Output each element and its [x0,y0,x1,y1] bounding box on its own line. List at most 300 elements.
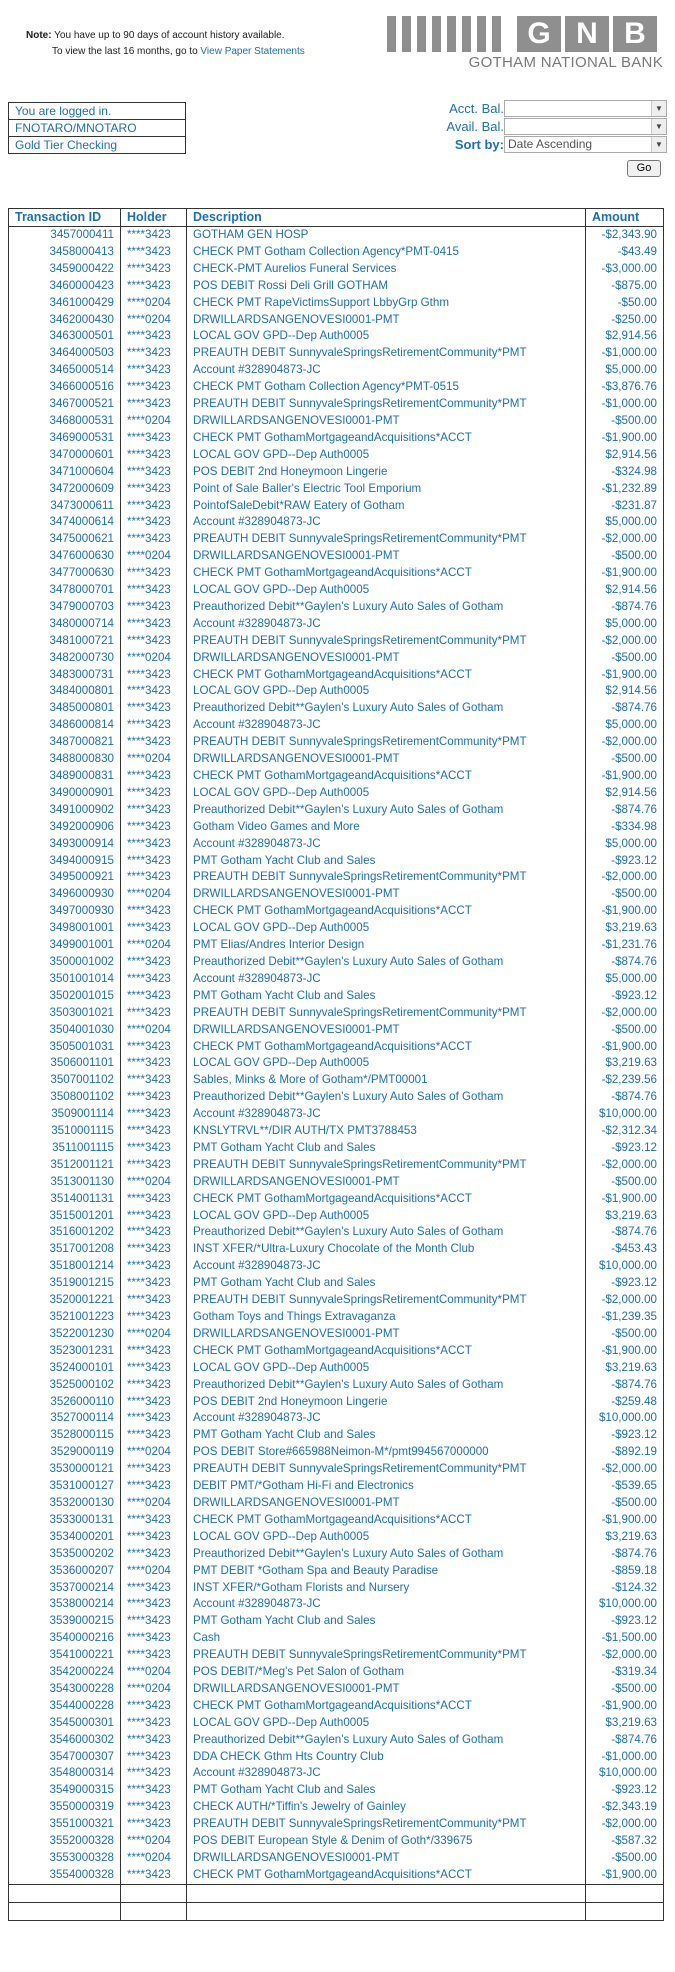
logo-letter: G [517,16,561,52]
amount-cell: -$500.00 [586,1495,664,1512]
amount-cell: -$1,900.00 [586,1867,664,1884]
transaction-id-cell: 3533000131 [9,1512,121,1529]
transaction-id-cell: 3503001021 [9,1005,121,1022]
holder-cell: ****3423 [121,1596,187,1613]
amount-cell: -$874.76 [586,1546,664,1563]
holder-cell: ****3423 [121,717,187,734]
account-controls [430,100,664,154]
holder-cell: ****0204 [121,312,187,329]
amount-cell: -$3,876.76 [586,379,664,396]
description-cell: DRWILLARDSANGENOVESI0001-PMT [187,1681,586,1698]
amount-cell: -$324.98 [586,464,664,481]
logo-bar [432,16,441,52]
table-row [9,988,664,1005]
amount-cell: -$500.00 [586,413,664,430]
description-cell: LOCAL GOV GPD--Dep Auth0005 [187,1715,586,1732]
amount-cell: -$1,900.00 [586,1343,664,1360]
table-row [9,1782,664,1799]
transaction-id-cell: 3509001114 [9,1106,121,1123]
view-paper-statements-link[interactable]: View Paper Statements [200,46,305,57]
amount-cell: -$1,900.00 [586,565,664,582]
table-row [9,312,664,329]
holder-cell: ****0204 [121,1681,187,1698]
chevron-down-icon: ▼ [651,137,666,152]
transaction-id-cell: 3495000921 [9,869,121,886]
transaction-id-cell: 3552000328 [9,1833,121,1850]
holder-cell: ****3423 [121,1072,187,1089]
note-line1: You have up to 90 days of account history available. [54,30,285,41]
blank-cell [9,1902,121,1920]
holder-cell: ****3423 [121,1799,187,1816]
description-cell: Account #328904873-JC [187,514,586,531]
description-cell: DRWILLARDSANGENOVESI0001-PMT [187,751,586,768]
holder-cell: ****3423 [121,683,187,700]
description-cell: CHECK PMT Gotham Collection Agency*PMT-0515 [187,379,586,396]
description-cell: CHECK-PMT Aurelios Funeral Services [187,261,586,278]
description-cell: PMT Gotham Yacht Club and Sales [187,1782,586,1799]
table-row [9,227,664,244]
amount-cell: $3,219.63 [586,1715,664,1732]
description-cell: Account #328904873-JC [187,1596,586,1613]
description-cell: Sables, Minks & More of Gotham*/PMT00001 [187,1072,586,1089]
table-row [9,1495,664,1512]
holder-cell: ****3423 [121,1461,187,1478]
description-cell: LOCAL GOV GPD--Dep Auth0005 [187,920,586,937]
amount-cell: -$2,000.00 [586,1005,664,1022]
amount-cell: -$2,000.00 [586,1816,664,1833]
transaction-id-cell: 3471000604 [9,464,121,481]
holder-cell: ****3423 [121,616,187,633]
description-cell: Preauthorized Debit**Gaylen's Luxury Auto Sales of Gotham [187,1089,586,1106]
amount-cell: $3,219.63 [586,1529,664,1546]
description-cell: PMT DEBIT *Gotham Spa and Beauty Paradise [187,1563,586,1580]
transaction-id-cell: 3487000821 [9,734,121,751]
transaction-id-cell: 3510001115 [9,1123,121,1140]
transaction-id-cell: 3462000430 [9,312,121,329]
holder-cell: ****3423 [121,819,187,836]
amount-cell: -$874.76 [586,700,664,717]
table-row [9,1309,664,1326]
description-cell: LOCAL GOV GPD--Dep Auth0005 [187,1055,586,1072]
holder-cell: ****3423 [121,1410,187,1427]
table-row [9,734,664,751]
login-user: FNOTARO/MNOTARO [9,120,185,137]
table-row [9,1715,664,1732]
description-cell: PREAUTH DEBIT SunnyvaleSpringsRetirementCommunity*PMT [187,633,586,650]
table-row [9,1799,664,1816]
amount-cell: -$874.76 [586,1089,664,1106]
col-description[interactable]: Description [187,209,586,227]
transaction-id-cell: 3519001215 [9,1275,121,1292]
amount-cell: $3,219.63 [586,920,664,937]
transaction-id-cell: 3516001202 [9,1224,121,1241]
holder-cell: ****3423 [121,1089,187,1106]
holder-cell: ****3423 [121,1427,187,1444]
holder-cell: ****3423 [121,667,187,684]
description-cell: Gotham Toys and Things Extravaganza [187,1309,586,1326]
amount-cell: -$500.00 [586,650,664,667]
table-row [9,1580,664,1597]
transaction-id-cell: 3528000115 [9,1427,121,1444]
holder-cell: ****3423 [121,903,187,920]
holder-cell: ****3423 [121,1698,187,1715]
transaction-id-cell: 3529000119 [9,1444,121,1461]
table-row [9,514,664,531]
chevron-down-icon: ▼ [651,119,666,134]
amount-cell: $2,914.56 [586,683,664,700]
amount-cell: -$1,500.00 [586,1630,664,1647]
transactions-body [9,227,664,1921]
table-row [9,582,664,599]
holder-cell: ****3423 [121,768,187,785]
acct-bal-select[interactable] [504,100,667,117]
holder-cell: ****0204 [121,886,187,903]
table-row [9,498,664,515]
amount-cell: -$3,000.00 [586,261,664,278]
transaction-id-cell: 3501001014 [9,971,121,988]
description-cell: LOCAL GOV GPD--Dep Auth0005 [187,1360,586,1377]
table-row [9,853,664,870]
description-cell: INST XFER/*Gotham Florists and Nursery [187,1580,586,1597]
amount-cell: -$1,900.00 [586,1039,664,1056]
amount-cell: -$500.00 [586,751,664,768]
transaction-id-cell: 3500001002 [9,954,121,971]
holder-cell: ****3423 [121,531,187,548]
transaction-id-cell: 3518001214 [9,1258,121,1275]
blank-cell [586,1884,664,1902]
amount-cell: -$259.48 [586,1394,664,1411]
description-cell: Account #328904873-JC [187,1258,586,1275]
transaction-id-cell: 3523001231 [9,1343,121,1360]
amount-cell: -$923.12 [586,1427,664,1444]
transaction-id-cell: 3511001115 [9,1140,121,1157]
holder-cell: ****3423 [121,1258,187,1275]
acct-bal-label: Acct. Bal. [449,101,504,116]
table-row [9,920,664,937]
transaction-id-cell: 3460000423 [9,278,121,295]
amount-cell: -$1,900.00 [586,430,664,447]
table-row [9,1867,664,1884]
holder-cell: ****3423 [121,1580,187,1597]
transaction-id-cell: 3488000830 [9,751,121,768]
table-row [9,244,664,261]
transaction-id-cell: 3458000413 [9,244,121,261]
holder-cell: ****3423 [121,379,187,396]
holder-cell: ****0204 [121,937,187,954]
transaction-id-cell: 3502001015 [9,988,121,1005]
holder-cell: ****3423 [121,853,187,870]
transaction-id-cell: 3530000121 [9,1461,121,1478]
description-cell: Preauthorized Debit**Gaylen's Luxury Auto Sales of Gotham [187,599,586,616]
logo-bar [402,16,411,52]
transaction-id-cell: 3478000701 [9,582,121,599]
description-cell: PREAUTH DEBIT SunnyvaleSpringsRetirementCommunity*PMT [187,1647,586,1664]
blank-cell [586,1902,664,1920]
holder-cell: ****0204 [121,1326,187,1343]
table-row [9,836,664,853]
holder-cell: ****3423 [121,430,187,447]
description-cell: LOCAL GOV GPD--Dep Auth0005 [187,328,586,345]
holder-cell: ****3423 [121,785,187,802]
table-row [9,954,664,971]
amount-cell: -$500.00 [586,1326,664,1343]
description-cell: CHECK PMT GothamMortgageandAcquisitions*ACCT [187,1867,586,1884]
amount-cell: -$2,000.00 [586,734,664,751]
table-row [9,413,664,430]
holder-cell: ****3423 [121,954,187,971]
description-cell: PREAUTH DEBIT SunnyvaleSpringsRetirementCommunity*PMT [187,734,586,751]
amount-cell: $10,000.00 [586,1106,664,1123]
table-row [9,768,664,785]
transaction-id-cell: 3535000202 [9,1546,121,1563]
amount-cell: -$2,239.56 [586,1072,664,1089]
table-row [9,1089,664,1106]
blank-row [9,1884,664,1902]
description-cell: DRWILLARDSANGENOVESI0001-PMT [187,1326,586,1343]
col-holder[interactable]: Holder [121,209,187,227]
table-row [9,1022,664,1039]
amount-cell: $5,000.00 [586,362,664,379]
transaction-id-cell: 3553000328 [9,1850,121,1867]
amount-cell: -$250.00 [586,312,664,329]
table-row [9,1140,664,1157]
transaction-id-cell: 3486000814 [9,717,121,734]
holder-cell: ****3423 [121,1123,187,1140]
transaction-id-cell: 3537000214 [9,1580,121,1597]
transaction-id-cell: 3479000703 [9,599,121,616]
holder-cell: ****3423 [121,1224,187,1241]
table-row [9,295,664,312]
holder-cell: ****3423 [121,1867,187,1884]
note-label: Note: [26,30,52,41]
amount-cell: -$124.32 [586,1580,664,1597]
holder-cell: ****3423 [121,1039,187,1056]
table-row [9,616,664,633]
table-row [9,1461,664,1478]
amount-cell: $2,914.56 [586,785,664,802]
table-row [9,1377,664,1394]
transaction-id-cell: 3494000915 [9,853,121,870]
description-cell: LOCAL GOV GPD--Dep Auth0005 [187,582,586,599]
description-cell: CHECK PMT GothamMortgageandAcquisitions*ACCT [187,903,586,920]
description-cell: PREAUTH DEBIT SunnyvaleSpringsRetirementCommunity*PMT [187,396,586,413]
holder-cell: ****3423 [121,1309,187,1326]
logo-bar [462,16,471,52]
holder-cell: ****3423 [121,1343,187,1360]
table-row [9,1681,664,1698]
amount-cell: $2,914.56 [586,582,664,599]
holder-cell: ****3423 [121,1394,187,1411]
amount-cell: -$923.12 [586,1140,664,1157]
holder-cell: ****3423 [121,1546,187,1563]
table-row [9,1478,664,1495]
description-cell: POS DEBIT Store#665988Neimon-M*/pmt994567000000 [187,1444,586,1461]
amount-cell: -$2,343.90 [586,227,664,244]
transaction-id-cell: 3489000831 [9,768,121,785]
table-row [9,1698,664,1715]
amount-cell: -$43.49 [586,244,664,261]
description-cell: Preauthorized Debit**Gaylen's Luxury Auto Sales of Gotham [187,1377,586,1394]
description-cell: Account #328904873-JC [187,362,586,379]
table-row [9,1208,664,1225]
transaction-id-cell: 3491000902 [9,802,121,819]
logo-bar [447,16,456,52]
holder-cell: ****0204 [121,1563,187,1580]
table-row [9,1765,664,1782]
go-button[interactable]: Go [627,160,661,177]
sort-by-select[interactable] [504,136,667,153]
amount-cell: -$2,000.00 [586,869,664,886]
description-cell: POS DEBIT 2nd Honeymoon Lingerie [187,464,586,481]
transaction-id-cell: 3522001230 [9,1326,121,1343]
holder-cell: ****3423 [121,244,187,261]
table-row [9,1613,664,1630]
holder-cell: ****3423 [121,362,187,379]
holder-cell: ****3423 [121,1816,187,1833]
holder-cell: ****3423 [121,971,187,988]
amount-cell: -$319.34 [586,1664,664,1681]
description-cell: PREAUTH DEBIT SunnyvaleSpringsRetirementCommunity*PMT [187,1461,586,1478]
avail-bal-select[interactable] [504,118,667,135]
transaction-id-cell: 3527000114 [9,1410,121,1427]
amount-cell: -$923.12 [586,988,664,1005]
description-cell: Account #328904873-JC [187,836,586,853]
table-row [9,1343,664,1360]
description-cell: LOCAL GOV GPD--Dep Auth0005 [187,785,586,802]
table-row [9,1072,664,1089]
table-row [9,971,664,988]
description-cell: LOCAL GOV GPD--Dep Auth0005 [187,683,586,700]
amount-cell: $5,000.00 [586,514,664,531]
holder-cell: ****0204 [121,1495,187,1512]
description-cell: Preauthorized Debit**Gaylen's Luxury Auto Sales of Gotham [187,954,586,971]
holder-cell: ****3423 [121,1140,187,1157]
table-row [9,548,664,565]
transaction-id-cell: 3498001001 [9,920,121,937]
description-cell: DRWILLARDSANGENOVESI0001-PMT [187,650,586,667]
holder-cell: ****0204 [121,1664,187,1681]
table-row [9,717,664,734]
amount-cell: -$859.18 [586,1563,664,1580]
table-row [9,1749,664,1766]
logo-letter: N [565,16,609,52]
holder-cell: ****0204 [121,650,187,667]
table-row [9,531,664,548]
table-row [9,1360,664,1377]
transaction-id-cell: 3504001030 [9,1022,121,1039]
holder-cell: ****3423 [121,481,187,498]
transaction-id-cell: 3457000411 [9,227,121,244]
table-row [9,1427,664,1444]
description-cell: DEBIT PMT/*Gotham Hi-Fi and Electronics [187,1478,586,1495]
table-row [9,1005,664,1022]
holder-cell: ****3423 [121,1157,187,1174]
table-row [9,1394,664,1411]
holder-cell: ****3423 [121,498,187,515]
table-row [9,1224,664,1241]
holder-cell: ****0204 [121,751,187,768]
description-cell: Account #328904873-JC [187,717,586,734]
login-account: Gold Tier Checking [15,138,118,152]
table-row [9,1174,664,1191]
amount-cell: -$874.76 [586,802,664,819]
amount-cell: $10,000.00 [586,1410,664,1427]
holder-cell: ****3423 [121,1529,187,1546]
transaction-id-cell: 3536000207 [9,1563,121,1580]
holder-cell: ****3423 [121,582,187,599]
table-row [9,1664,664,1681]
description-cell: PREAUTH DEBIT SunnyvaleSpringsRetirementCommunity*PMT [187,869,586,886]
amount-cell: -$874.76 [586,954,664,971]
transaction-id-cell: 3475000621 [9,531,121,548]
amount-cell: -$874.76 [586,1377,664,1394]
holder-cell: ****3423 [121,1630,187,1647]
holder-cell: ****0204 [121,1850,187,1867]
col-transaction-id[interactable]: Transaction ID [9,209,121,227]
amount-cell: $3,219.63 [586,1360,664,1377]
table-row [9,802,664,819]
holder-cell: ****3423 [121,514,187,531]
transaction-id-cell: 3459000422 [9,261,121,278]
transaction-id-cell: 3508001102 [9,1089,121,1106]
logo-bar [417,16,426,52]
amount-cell: -$500.00 [586,1850,664,1867]
table-row [9,1630,664,1647]
amount-cell: -$2,312.34 [586,1123,664,1140]
logo-letter: B [613,16,657,52]
description-cell: DRWILLARDSANGENOVESI0001-PMT [187,1495,586,1512]
amount-cell: -$923.12 [586,1782,664,1799]
holder-cell: ****0204 [121,413,187,430]
description-cell: PREAUTH DEBIT SunnyvaleSpringsRetirementCommunity*PMT [187,345,586,362]
transaction-id-cell: 3464000503 [9,345,121,362]
description-cell: CHECK PMT GothamMortgageandAcquisitions*ACCT [187,768,586,785]
description-cell: DRWILLARDSANGENOVESI0001-PMT [187,312,586,329]
transaction-id-cell: 3481000721 [9,633,121,650]
table-row [9,1596,664,1613]
col-amount[interactable]: Amount [586,209,664,227]
transaction-id-cell: 3539000215 [9,1613,121,1630]
transaction-id-cell: 3543000228 [9,1681,121,1698]
description-cell: Account #328904873-JC [187,1410,586,1427]
sort-by-label: Sort by: [454,137,504,152]
sort-by-value: Date Ascending [508,137,593,151]
table-row [9,1546,664,1563]
transaction-id-cell: 3492000906 [9,819,121,836]
table-row [9,1816,664,1833]
login-info-box [8,102,186,154]
avail-bal-label: Avail. Bal. [446,119,504,134]
holder-cell: ****3423 [121,920,187,937]
transaction-id-cell: 3512001121 [9,1157,121,1174]
description-cell: Preauthorized Debit**Gaylen's Luxury Auto Sales of Gotham [187,700,586,717]
transaction-id-cell: 3520001221 [9,1292,121,1309]
holder-cell: ****3423 [121,261,187,278]
amount-cell: $5,000.00 [586,836,664,853]
description-cell: PointofSaleDebit*RAW Eatery of Gotham [187,498,586,515]
transaction-id-cell: 3507001102 [9,1072,121,1089]
transaction-id-cell: 3540000216 [9,1630,121,1647]
holder-cell: ****0204 [121,1022,187,1039]
table-row [9,1258,664,1275]
blank-cell [187,1902,586,1920]
amount-cell: -$923.12 [586,1275,664,1292]
amount-cell: -$2,000.00 [586,1647,664,1664]
bank-name: GOTHAM NATIONAL BANK [468,54,663,71]
amount-cell: $10,000.00 [586,1596,664,1613]
table-row [9,1732,664,1749]
amount-cell: $3,219.63 [586,1055,664,1072]
